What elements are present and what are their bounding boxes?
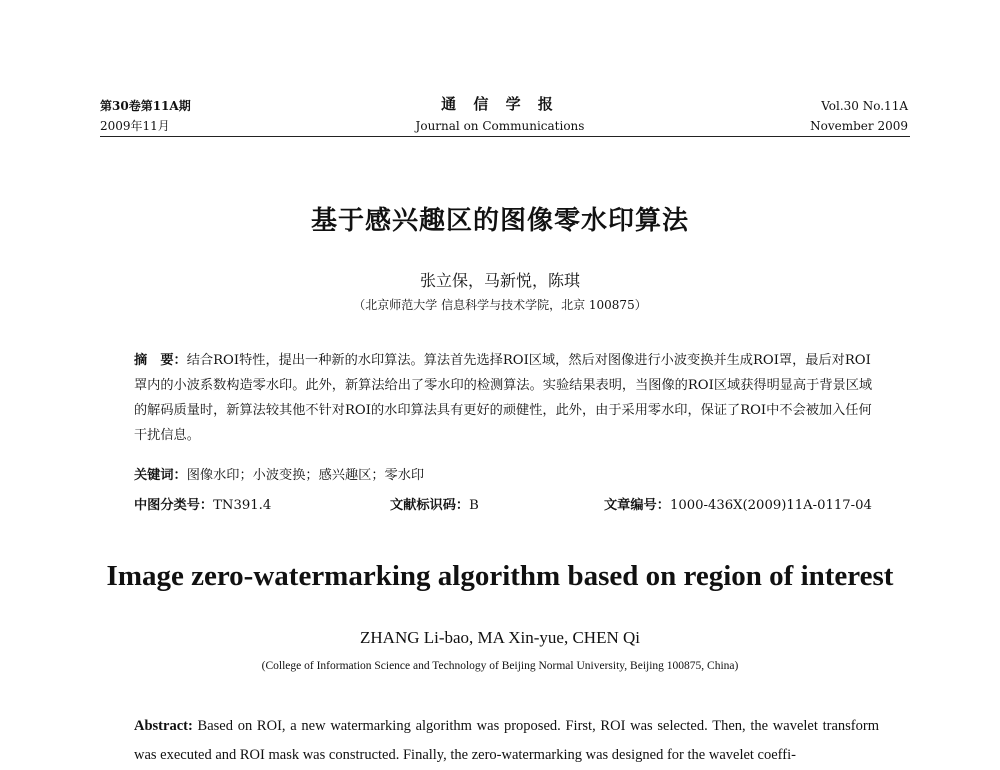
authors-en: ZHANG Li-bao, MA Xin-yue, CHEN Qi [360, 628, 640, 647]
affiliation-cn: （北京师范大学 信息科学与技术学院，北京 100875） [353, 298, 647, 312]
header-rule [100, 136, 910, 137]
journal-name-en: Journal on Communications [415, 119, 585, 133]
journal-volume-en: Vol.30 No.11A [821, 99, 908, 113]
keywords-cn [134, 463, 879, 488]
doc-code-label: 文献标识码： [390, 498, 470, 513]
abstract-en-text: Based on ROI, a new watermarking algorithm was proposed. First, ROI was selected. Then, the wavelet transform was executed and ROI mask was constructed. Finally, the zero-watermarking was designed for the wavelet coeffi- [134, 718, 879, 763]
document-code [390, 494, 479, 513]
clc-label: 中图分类号： [134, 498, 214, 513]
abstract-cn [134, 348, 879, 448]
clc-number [134, 494, 271, 513]
abstract-en-label: Abstract: [134, 718, 193, 734]
keywords-cn-text: 图像水印；小波变换；感兴趣区；零水印 [186, 468, 425, 483]
doc-code-value: B [469, 498, 479, 513]
article-number-value: 1000-436X(2009)11A-0117-04 [669, 498, 872, 513]
abstract-cn-label: 摘 要： [134, 353, 187, 368]
article-number [604, 494, 872, 513]
abstract-en [134, 712, 879, 770]
journal-volume-cn: 第30卷第11A期 [100, 99, 191, 113]
journal-date-en: November 2009 [810, 119, 908, 133]
journal-date-cn: 2009年11月 [100, 119, 170, 133]
authors-cn: 张立保，马新悦，陈琪 [419, 271, 580, 290]
keywords-cn-label: 关键词： [134, 468, 187, 483]
article-number-label: 文章编号： [604, 498, 670, 513]
clc-value: TN391.4 [213, 498, 272, 513]
paper-title-cn: 基于感兴趣区的图像零水印算法 [310, 206, 689, 236]
abstract-cn-text: 结合ROI特性，提出一种新的水印算法。算法首先选择ROI区域，然后对图像进行小波变换并生成ROI罩，最后对ROI罩内的小波系数构造零水印。此外，新算法给出了零水印的检测算法。实验结果表明，当图像的ROI区域获得明显高于背景区域的解码质量时，新算法较其他不针对ROI的水印算法具有更好的顽健性，此外，由于采用零水印，保证了ROI中不会被加入任何干扰信息。 [134, 353, 873, 443]
affiliation-en: (College of Information Science and Technology of Beijing Normal University, Beijing 100875, China) [261, 660, 739, 672]
paper-title-en: Image zero-watermarking algorithm based on region of interest [106, 560, 894, 592]
journal-name-cn: 通 信 学 报 [441, 95, 559, 113]
